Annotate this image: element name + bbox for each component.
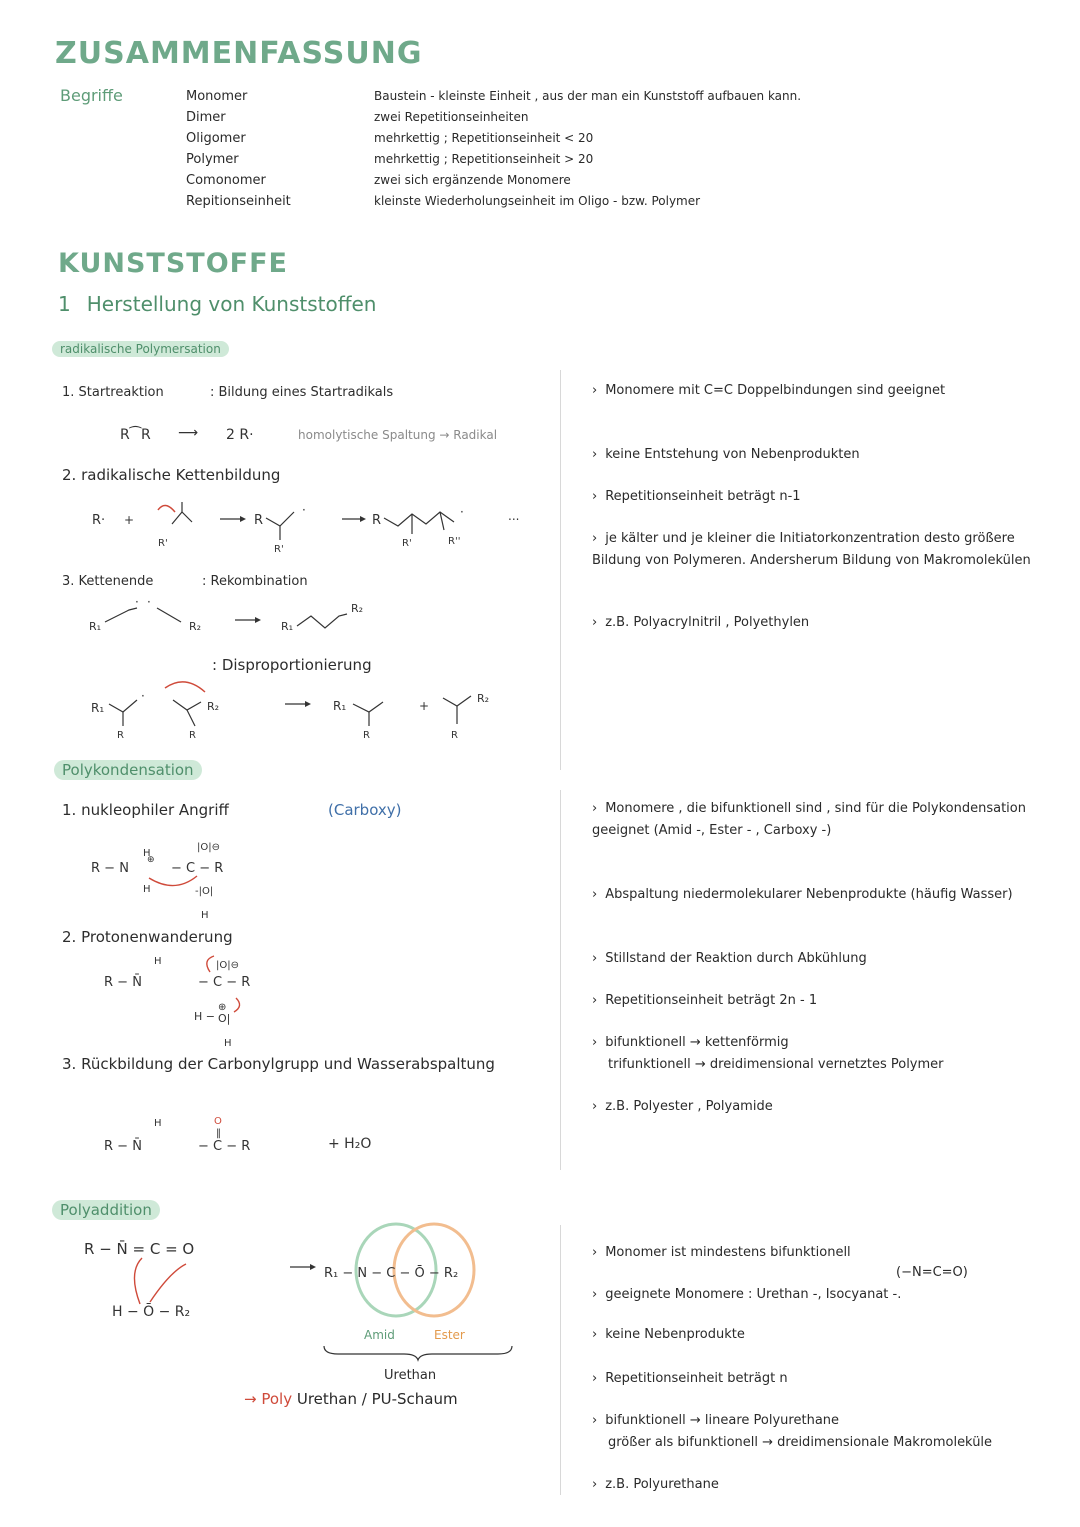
polykond-bullet: › z.B. Polyester , Polyamide: [592, 1099, 773, 1114]
radikal-step3-desc: : Rekombination: [202, 574, 308, 589]
svg-text:R: R: [363, 730, 370, 741]
dispro-label: : Disproportionierung: [212, 656, 372, 674]
chain-building-structure: [80, 500, 530, 560]
svg-text:...: ...: [508, 509, 520, 523]
svg-text:R₂: R₂: [351, 602, 364, 615]
polykond-step3: 3. Rückbildung der Carbonylgrupp und Wasserabspaltung: [62, 1055, 495, 1073]
svg-text:⊕: ⊕: [147, 855, 155, 865]
svg-text:‖: ‖: [216, 1128, 221, 1139]
svg-text:⊕: ⊕: [218, 1002, 227, 1013]
radikal-step3: 3. Kettenende: [62, 574, 154, 589]
svg-text:+: +: [419, 699, 430, 713]
page-title: ZUSAMMENFASSUNG: [55, 36, 423, 71]
radikal-bullet: › Repetitionseinheit beträgt n-1: [592, 489, 801, 504]
recombination-structure: [85, 598, 415, 648]
column-divider: [560, 370, 561, 770]
svg-text:H: H: [143, 848, 151, 859]
svg-text:·: ·: [302, 503, 306, 517]
water-byproduct: + H₂O: [328, 1136, 372, 1152]
polykond-bullet: trifunktionell → dreidimensional vernetztes Polymer: [608, 1057, 944, 1072]
radikal-step1-desc: : Bildung eines Startradikals: [210, 385, 394, 400]
svg-text:R − N̄: R − N̄: [104, 1139, 142, 1154]
svg-text:R₂: R₂: [207, 700, 220, 713]
svg-text:R': R': [274, 544, 284, 555]
reaction-arrow: ⟶: [178, 425, 199, 441]
svg-text:− C − R: − C − R: [198, 975, 251, 990]
radikal-label: radikalische Polymersation: [52, 341, 229, 357]
svg-text:R: R: [451, 730, 458, 741]
svg-text:R₂: R₂: [477, 692, 490, 705]
section-title: KUNSTSTOFFE: [58, 248, 288, 279]
amid-label: Amid: [364, 1328, 395, 1342]
svg-text:R: R: [254, 513, 264, 528]
polykond-bullet: › bifunktionell → kettenförmig: [592, 1035, 789, 1050]
svg-text:·: ·: [147, 598, 151, 609]
poly-suffix: Urethan / PU-Schaum: [296, 1390, 458, 1408]
definition: kleinste Wiederholungseinheit im Oligo - bzw. Polymer: [374, 194, 701, 208]
begriffe-definitions: [374, 86, 1054, 212]
svg-text:H: H: [201, 910, 209, 921]
step1-product: 2 R·: [226, 427, 254, 443]
begriffe-heading: Begriffe: [60, 86, 123, 105]
svg-text:·: ·: [460, 505, 464, 519]
alcohol-formula: H − Ō − R₂: [112, 1304, 191, 1320]
svg-text:H: H: [224, 1038, 232, 1049]
svg-text:H: H: [143, 884, 151, 895]
svg-text:R₂: R₂: [189, 620, 202, 633]
polyadd-bullet: größer als bifunktionell → dreidimensionale Makromoleküle: [608, 1435, 993, 1450]
term: Dimer: [186, 110, 226, 125]
radikal-bullet: › je kälter und je kleiner die Initiatorkonzentration desto größere Bildung von Polymeren. Andersherum Bildung von Makromolekülen: [592, 531, 1031, 568]
svg-text:R₁: R₁: [91, 701, 105, 715]
addition-arrows: [120, 1252, 220, 1312]
term: Polymer: [186, 152, 239, 167]
polykond-step1: 1. nukleophiler Angriff: [62, 801, 229, 819]
svg-text:R₁: R₁: [281, 620, 294, 633]
polyadd-bullet: › z.B. Polyurethane: [592, 1477, 719, 1492]
condensation-product-structure: [98, 1110, 298, 1160]
svg-text:R₁: R₁: [89, 620, 102, 633]
svg-text:|O|⊖: |O|⊖: [197, 842, 220, 853]
svg-text:H: H: [154, 1118, 162, 1129]
step1-note: homolytische Spaltung → Radikal: [298, 428, 498, 442]
svg-text:R'': R'': [448, 536, 461, 547]
svg-text:R − N̄: R − N̄: [104, 975, 142, 990]
definition: Baustein - kleinste Einheit , aus der man ein Kunststoff aufbauen kann.: [374, 89, 802, 103]
svg-text:R: R: [189, 730, 196, 741]
polyadd-bullet: (−N=C=O): [896, 1265, 968, 1280]
urethane-label: Urethan: [384, 1368, 437, 1383]
polykond-bullet: › Repetitionseinheit beträgt 2n - 1: [592, 993, 818, 1008]
column-divider: [560, 790, 561, 1170]
svg-text:R − N: R − N: [91, 861, 129, 876]
polykond-step1-note: (Carboxy): [328, 801, 402, 819]
definition: zwei Repetitionseinheiten: [374, 110, 529, 124]
svg-text:− C − R: − C − R: [171, 861, 224, 876]
term: Comonomer: [186, 173, 266, 188]
term: Monomer: [186, 89, 248, 104]
isocyanate-formula: R − N̄ = C = O: [84, 1240, 195, 1258]
polykond-bullet: › Abspaltung niedermolekularer Nebenprodukte (häufig Wasser): [592, 887, 1013, 902]
svg-text:H: H: [154, 956, 162, 967]
svg-text:− C − R: − C − R: [198, 1139, 251, 1154]
svg-text:O|: O|: [218, 1012, 231, 1025]
definition: mehrkettig ; Repetitionseinheit < 20: [374, 131, 594, 145]
svg-text:|O|⊖: |O|⊖: [216, 960, 239, 971]
svg-text:R': R': [158, 538, 168, 549]
polykond-label: Polykondensation: [54, 760, 202, 780]
begriffe-terms: [186, 86, 356, 212]
section-subtitle: [58, 292, 376, 316]
svg-text:·: ·: [141, 689, 145, 703]
urethane-product: R₁ − N − C − Ō − R₂: [324, 1266, 459, 1281]
ester-label: Ester: [434, 1328, 465, 1342]
subsection-title: Herstellung von Kunststoffen: [86, 292, 377, 316]
radikal-bullet: › Monomere mit C=C Doppelbindungen sind geeignet: [592, 383, 946, 398]
svg-text:·: ·: [135, 598, 139, 609]
definition: zwei sich ergänzende Monomere: [374, 173, 571, 187]
svg-text:O: O: [214, 1116, 222, 1127]
proton-migration-structure: [98, 950, 318, 1050]
nucleophilic-attack-structure: [85, 832, 285, 928]
term: Repitionseinheit: [186, 194, 291, 209]
polyadd-bullet: › Monomer ist mindestens bifunktionell: [592, 1245, 851, 1260]
polykond-bullet: › Monomere , die bifunktionell sind , sind für die Polykondensation geeignet (Amid -, Ester - , Carboxy -): [592, 801, 1026, 838]
svg-text:R': R': [402, 538, 412, 549]
definition: mehrkettig ; Repetitionseinheit > 20: [374, 152, 594, 166]
polyadd-bullet: › bifunktionell → lineare Polyurethane: [592, 1413, 840, 1428]
subsection-number: 1: [58, 292, 71, 316]
term: Oligomer: [186, 131, 246, 146]
polyadd-bullet: › keine Nebenprodukte: [592, 1327, 745, 1342]
svg-text:R: R: [117, 730, 124, 741]
polykond-bullet: › Stillstand der Reaktion durch Abkühlung: [592, 951, 867, 966]
polykond-step2: 2. Protonenwanderung: [62, 928, 233, 946]
polyurethane-foam: [244, 1390, 458, 1408]
svg-text:-|O|: -|O|: [195, 886, 214, 897]
radikal-bullet: › keine Entstehung von Nebenprodukten: [592, 447, 860, 462]
disproportionation-structure: [85, 676, 515, 746]
svg-text:R₁: R₁: [333, 699, 347, 713]
svg-text:R·: R·: [92, 513, 106, 528]
step1-reactant: R⁀R: [120, 427, 151, 443]
column-divider: [560, 1225, 561, 1495]
poly-prefix: → Poly: [244, 1390, 293, 1408]
radikal-step2: 2. radikalische Kettenbildung: [62, 466, 281, 484]
radikal-bullet: › z.B. Polyacrylnitril , Polyethylen: [592, 615, 810, 630]
urethane-brace: [318, 1342, 518, 1362]
polyadd-bullet: › Repetitionseinheit beträgt n: [592, 1371, 788, 1386]
svg-text:H −: H −: [194, 1010, 215, 1023]
polyadd-label: Polyaddition: [52, 1200, 160, 1220]
radikal-step1: 1. Startreaktion: [62, 385, 164, 400]
polyadd-bullet: › geeignete Monomere : Urethan -, Isocyanat -.: [592, 1287, 902, 1302]
svg-text:R: R: [372, 513, 382, 528]
svg-text:+: +: [124, 513, 135, 527]
